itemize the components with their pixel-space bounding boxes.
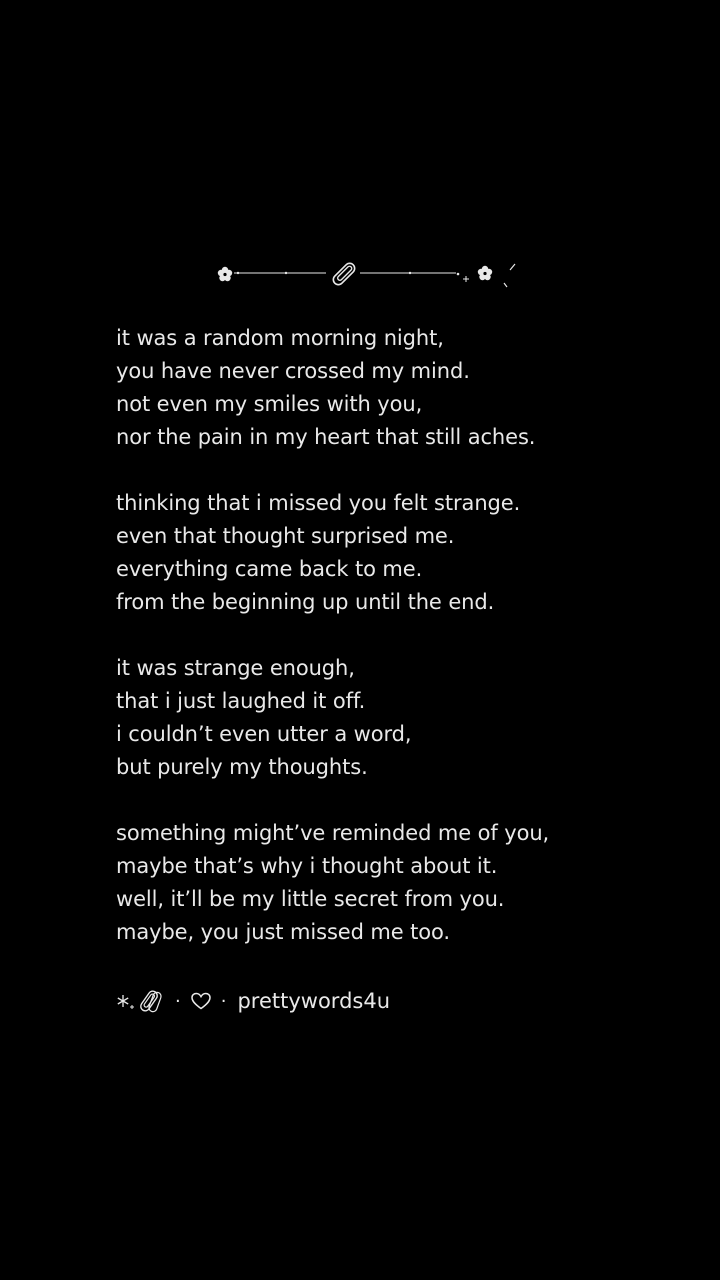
poem-line: everything came back to me.	[116, 557, 423, 581]
sparkle-paperclip-icon	[116, 986, 166, 1016]
poem-line: maybe, you just missed me too.	[116, 920, 450, 944]
poem-line: but purely my thoughts.	[116, 755, 368, 779]
poem-line: it was a random morning night,	[116, 326, 444, 350]
sparkle-icon	[118, 995, 128, 1007]
poem-line: i couldn’t even utter a word,	[116, 722, 412, 746]
stanza	[116, 487, 696, 619]
poem-line: nor the pain in my heart that still aches.	[116, 425, 536, 449]
poem-line: that i just laughed it off.	[116, 689, 366, 713]
poem-line: something might’ve reminded me of you,	[116, 821, 550, 845]
flower-icon	[218, 267, 232, 281]
separator-dot: ·	[175, 990, 181, 1012]
poem-line: well, it’ll be my little secret from you.	[116, 887, 505, 911]
paperclip-icon	[331, 261, 356, 286]
poem-line: from the beginning up until the end.	[116, 590, 495, 614]
flower-icon	[478, 266, 492, 280]
stanza	[116, 652, 696, 784]
heart-outline-icon	[190, 991, 212, 1011]
poem-line: even that thought surprised me.	[116, 524, 455, 548]
poem-line: you have never crossed my mind.	[116, 359, 470, 383]
signature	[116, 984, 390, 1018]
poem-body	[116, 322, 696, 982]
stanza	[116, 322, 696, 454]
author-handle: prettywords4u	[237, 989, 391, 1013]
signature-decoration	[116, 986, 166, 1016]
poem-line: maybe that’s why i thought about it.	[116, 854, 498, 878]
poem-line: thinking that i missed you felt strange.	[116, 491, 521, 515]
poem-line: it was strange enough,	[116, 656, 355, 680]
decorative-divider	[214, 258, 524, 292]
sparkle-icon	[463, 276, 469, 282]
stanza	[116, 817, 696, 949]
separator-dot: ·	[220, 990, 227, 1012]
poem-line: not even my smiles with you,	[116, 392, 423, 416]
